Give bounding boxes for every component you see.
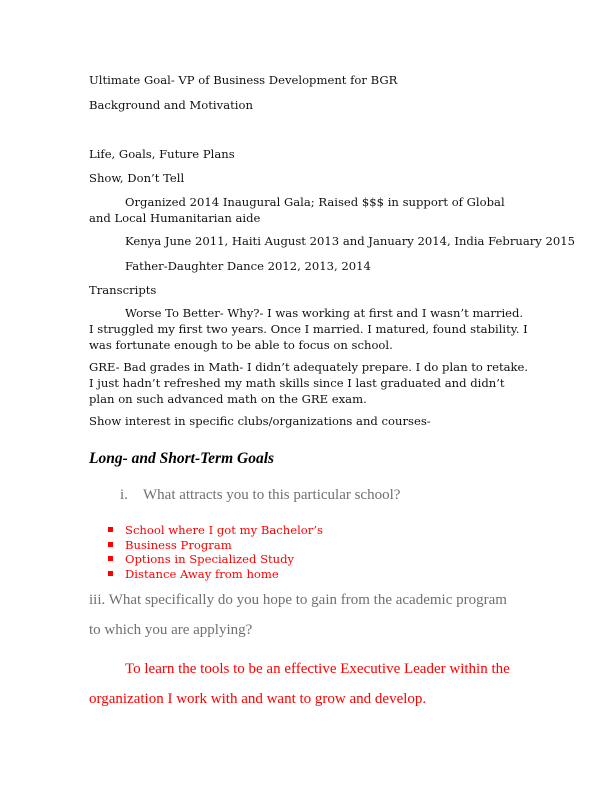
question-3: iii. What specifically do you hope to gain from the academic program to which you are applying? bbox=[89, 592, 507, 638]
gala-paragraph: Organized 2014 Inaugural Gala; Raised $$$ in support of Global and Local Humanitarian aide bbox=[89, 195, 505, 225]
answer-paragraph: To learn the tools to be an effective Executive Leader within the organization I work with and want to grow and develop. bbox=[89, 661, 510, 707]
bullet-square-icon bbox=[108, 556, 113, 561]
travel-line: Kenya June 2011, Haiti August 2013 and January 2014, India February 2015 bbox=[125, 234, 576, 248]
bullet-square-icon bbox=[108, 542, 113, 547]
list-item-label: Options in Specialized Study bbox=[125, 552, 295, 566]
question-1-text: What attracts you to this particular school? bbox=[143, 487, 401, 503]
bullet-square-icon bbox=[108, 527, 113, 532]
goals-heading: Long- and Short-Term Goals bbox=[89, 450, 275, 467]
list-item bbox=[108, 538, 323, 553]
transcripts-heading: Transcripts bbox=[89, 283, 157, 297]
dance-line: Father-Daughter Dance 2012, 2013, 2014 bbox=[125, 259, 371, 273]
life-goals-line: Life, Goals, Future Plans bbox=[89, 147, 235, 161]
list-item-label: School where I got my Bachelor’s bbox=[125, 523, 323, 537]
worse-to-better-paragraph: Worse To Better- Why?- I was working at first and I wasn’t married. I struggled my first two years. Once I married. I matured, found stability. I was fortunate enough to be able to focus on school. bbox=[89, 306, 528, 352]
background-heading: Background and Motivation bbox=[89, 98, 253, 112]
list-item bbox=[108, 567, 323, 582]
interest-line: Show interest in specific clubs/organizations and courses- bbox=[89, 414, 431, 428]
show-dont-tell-line: Show, Don’t Tell bbox=[89, 171, 185, 185]
gre-paragraph: GRE- Bad grades in Math- I didn’t adequately prepare. I do plan to retake. I just hadn’t refreshed my math skills since I last graduated and didn’t plan on such advanced math on the GRE exam. bbox=[89, 360, 529, 406]
attractions-list bbox=[108, 523, 323, 581]
list-item bbox=[108, 523, 323, 538]
list-item-label: Business Program bbox=[125, 537, 232, 552]
ultimate-goal-line: Ultimate Goal- VP of Business Development for BGR bbox=[89, 73, 398, 87]
list-item bbox=[108, 552, 323, 567]
bullet-square-icon bbox=[108, 571, 113, 576]
list-item-label: Distance Away from home bbox=[125, 566, 279, 581]
question-1-number: i. bbox=[120, 487, 128, 503]
